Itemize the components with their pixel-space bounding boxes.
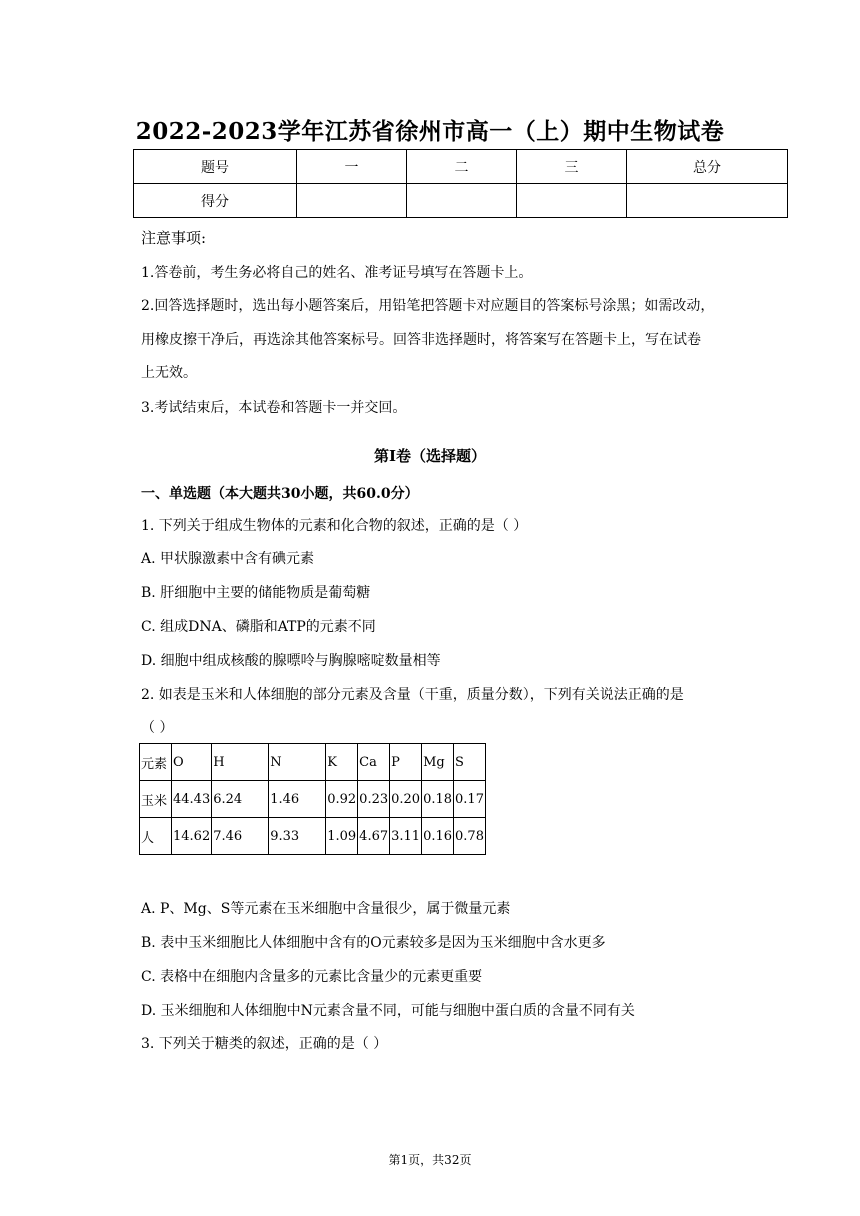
- element-table-cell: 6.24: [212, 781, 269, 818]
- question-2-stem: 2. 如表是玉米和人体细胞的部分元素及含量（干重，质量分数），下列有关说法正确的是: [141, 687, 684, 703]
- element-table-cell: 44.43: [172, 781, 212, 818]
- score-cell: [297, 184, 407, 218]
- question-3-stem: 3. 下列关于糖类的叙述，正确的是（ ）: [141, 1036, 388, 1052]
- element-table-cell: 14.62: [172, 818, 212, 855]
- score-table-score-row: [134, 184, 788, 218]
- score-header-cell: 题号: [134, 150, 297, 184]
- notice-line: 1.答卷前，考生务必将自己的姓名、准考证号填写在答题卡上。: [141, 265, 533, 281]
- element-table-cell: 0.92: [326, 781, 358, 818]
- question-1-option-b: B. 肝细胞中主要的储能物质是葡萄糖: [141, 585, 371, 601]
- notice-line: 2.回答选择题时，选出每小题答案后，用铅笔把答题卡对应题目的答案标号涂黑；如需改动，: [141, 298, 715, 314]
- element-table-cell: 3.11: [390, 818, 422, 855]
- element-table-cell: 0.23: [358, 781, 390, 818]
- element-table-cell: 9.33: [269, 818, 326, 855]
- element-table-cell: P: [390, 744, 422, 781]
- notice-line: 用橡皮擦干净后，再选涂其他答案标号。回答非选择题时，将答案写在答题卡上，写在试卷: [141, 332, 701, 348]
- page-footer: 第1页，共32页: [388, 1153, 472, 1167]
- element-table-cell: 7.46: [212, 818, 269, 855]
- element-table-cell: 0.16: [422, 818, 454, 855]
- element-content-table: [139, 743, 486, 855]
- exam-title: 2022-2023学年江苏省徐州市高一（上）期中生物试卷: [135, 118, 725, 145]
- question-type-heading: 一、单选题（本大题共30小题，共60.0分）: [141, 486, 419, 502]
- element-table-header-row: [140, 744, 486, 781]
- question-2-option-b: B. 表中玉米细胞比人体细胞中含有的O元素较多是因为玉米细胞中含水更多: [141, 935, 606, 951]
- element-table-cell: 0.17: [454, 781, 486, 818]
- score-header-cell: 三: [517, 150, 627, 184]
- element-table-cell: 1.46: [269, 781, 326, 818]
- element-table-cell: 4.67: [358, 818, 390, 855]
- element-table-cell: 1.09: [326, 818, 358, 855]
- element-table-cell: 玉米: [140, 781, 172, 818]
- notice-heading: 注意事项:: [141, 229, 207, 247]
- element-table-cell: S: [454, 744, 486, 781]
- element-table-cell: Mg: [422, 744, 454, 781]
- question-1-option-d: D. 细胞中组成核酸的腺嘌呤与胸腺嘧啶数量相等: [141, 653, 441, 669]
- question-1-stem: 1. 下列关于组成生物体的元素和化合物的叙述，正确的是（ ）: [141, 518, 528, 534]
- score-cell: [407, 184, 517, 218]
- score-header-cell: 一: [297, 150, 407, 184]
- score-table: [133, 149, 788, 218]
- element-table-cell: H: [212, 744, 269, 781]
- element-table-row-corn: [140, 781, 486, 818]
- element-table-cell: 0.18: [422, 781, 454, 818]
- element-table-cell: Ca: [358, 744, 390, 781]
- question-2-option-c: C. 表格中在细胞内含量多的元素比含量少的元素更重要: [141, 969, 483, 985]
- element-table-cell: 人: [140, 818, 172, 855]
- score-header-cell: 总分: [627, 150, 788, 184]
- element-table-cell: 元素: [140, 744, 172, 781]
- question-2-option-d: D. 玉米细胞和人体细胞中N元素含量不同，可能与细胞中蛋白质的含量不同有关: [141, 1003, 635, 1019]
- element-table-row-human: [140, 818, 486, 855]
- score-header-cell: 二: [407, 150, 517, 184]
- element-table-cell: O: [172, 744, 212, 781]
- element-table-cell: 0.20: [390, 781, 422, 818]
- element-table-cell: N: [269, 744, 326, 781]
- question-1-option-c: C. 组成DNA、磷脂和ATP的元素不同: [141, 619, 376, 635]
- element-table-cell: 0.78: [454, 818, 486, 855]
- notice-line: 3.考试结束后，本试卷和答题卡一并交回。: [141, 400, 407, 416]
- element-table-cell: K: [326, 744, 358, 781]
- score-table-header-row: [134, 150, 788, 184]
- question-2-option-a: A. P、Mg、S等元素在玉米细胞中含量很少，属于微量元素: [141, 901, 511, 917]
- notice-line: 上无效。: [141, 365, 197, 381]
- question-1-option-a: A. 甲状腺激素中含有碘元素: [141, 551, 315, 567]
- section-title: 第I卷（选择题）: [373, 447, 487, 465]
- score-cell: [627, 184, 788, 218]
- question-2-stem-cont: （ ）: [141, 720, 174, 736]
- score-cell: [517, 184, 627, 218]
- score-row-label: 得分: [134, 184, 297, 218]
